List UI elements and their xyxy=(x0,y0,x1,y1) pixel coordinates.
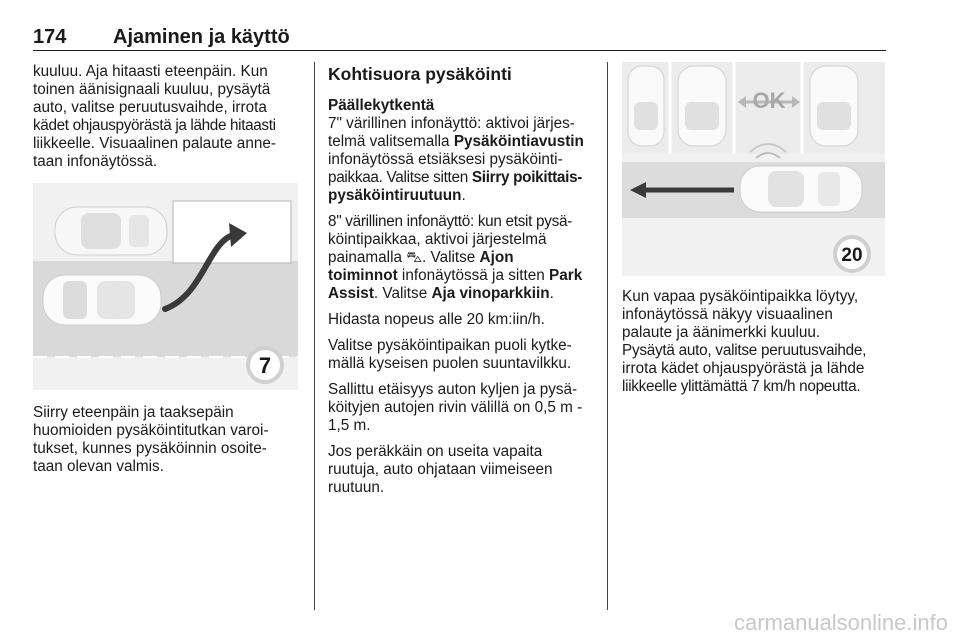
parked-car-icon xyxy=(628,66,664,146)
paragraph-space-found xyxy=(622,288,890,396)
watermark: carmanualsonline.info xyxy=(733,610,948,635)
page-header xyxy=(33,26,886,51)
paragraph-speed: Hidasta nopeus alle 20 km:iin/h. xyxy=(328,311,545,328)
text-line: kädet ohjauspyörästä ja lähde hitaasti xyxy=(33,117,276,134)
text-line: painamalla ⛍. Valitse Ajon xyxy=(328,249,514,266)
text-line: Sallittu etäisyys auton kyljen ja pysä- xyxy=(328,381,578,398)
text-line: ruutuun. xyxy=(328,479,385,496)
text-line: köityjen autojen rivin välillä on 0,5 m - xyxy=(328,399,583,416)
text-line: taan olevan valmis. xyxy=(33,458,164,475)
text-line: infonäytössä näkyy visuaalinen xyxy=(622,306,833,323)
text-line: taan infonäytössä. xyxy=(33,153,158,170)
column-left-lower xyxy=(33,404,301,476)
moving-car-icon xyxy=(740,166,862,212)
text-line: Valitse pysäköintipaikan puoli kytke- xyxy=(328,337,572,354)
car-icon: ⛍ xyxy=(406,249,423,266)
paragraph-7inch xyxy=(328,115,596,205)
text-line: palaute ja äänimerkki kuuluu. xyxy=(622,324,821,341)
text-line: 1,5 m. xyxy=(328,417,371,434)
text-line: köintipaikkaa, aktivoi järjestelmä xyxy=(328,231,547,248)
figure-perpendicular-parking xyxy=(622,62,885,276)
menu-term: Park xyxy=(549,267,583,284)
figure-parking-maneuver xyxy=(33,183,298,390)
parked-car-icon xyxy=(810,66,858,146)
menu-term: Ajon xyxy=(479,249,514,266)
text-line: Siirry eteenpäin ja taaksepäin xyxy=(33,404,234,421)
paragraph-instructions xyxy=(33,404,301,476)
text-line: Pysäytä auto, valitse peruutusvaihde, xyxy=(622,342,867,359)
text-line: pysäköintiruutuun. xyxy=(328,187,466,204)
text-line: ruutuja, auto ohjataan viimeiseen xyxy=(328,461,553,478)
text-line: toinen äänisignaali kuuluu, pysäytä xyxy=(33,81,271,98)
text-line: toiminnot infonäytössä ja sitten Park xyxy=(328,267,583,284)
paragraph-intro xyxy=(33,63,301,171)
text-line: Kun vapaa pysäköintipaikka löytyy, xyxy=(622,288,859,305)
text-line: kuuluu. Aja hitaasti eteenpäin. Kun xyxy=(33,63,268,80)
figure-number: 20 xyxy=(841,245,863,266)
column-right xyxy=(622,288,890,396)
text-line: liikkeelle ylittämättä 7 km/h nopeutta. xyxy=(622,378,861,395)
text-line: telmä valitsemalla Pysäköintiavustin xyxy=(328,133,584,150)
page-number: 174 xyxy=(33,26,67,48)
text-line: huomioiden pysäköintitutkan varoi- xyxy=(33,422,269,439)
ok-label: OK xyxy=(752,88,786,113)
text-line: irrota kädet ohjauspyörästä ja lähde xyxy=(622,360,865,377)
text-line: tukset, kunnes pysäköinnin osoite- xyxy=(33,440,267,457)
menu-term: pysäköintiruutuun xyxy=(328,187,462,204)
parked-car-icon xyxy=(55,207,167,255)
paragraph-8inch xyxy=(328,213,596,303)
column-divider xyxy=(314,62,315,610)
text-line: 7" värillinen infonäyttö: aktivoi järjes- xyxy=(328,115,575,132)
text-line: liikkeelle. Visuaalinen palaute anne- xyxy=(33,135,276,152)
section-heading: Kohtisuora pysäköinti xyxy=(328,64,512,84)
text-line: Assist. Valitse Aja vinoparkkiin. xyxy=(328,285,554,302)
column-left xyxy=(33,63,301,171)
text-line: 8" värillinen infonäyttö: kun etsit pysä- xyxy=(328,213,572,230)
text-line: mällä kyseisen puolen suuntavilkku. xyxy=(328,355,572,372)
paragraph-multiple-spaces xyxy=(328,443,596,497)
column-divider xyxy=(607,62,608,610)
text-line: infonäytössä etsiäksesi pysäköinti- xyxy=(328,151,563,168)
menu-term: Siirry poikittais- xyxy=(471,169,583,186)
column-middle xyxy=(328,63,596,497)
subsection-heading: Päällekytkentä xyxy=(328,97,435,114)
moving-car-icon xyxy=(43,275,161,325)
parked-car-icon xyxy=(678,66,726,146)
text-line: Jos peräkkäin on useita vapaita xyxy=(328,443,543,460)
text-line: auto, valitse peruutusvaihde, irrota xyxy=(33,99,267,116)
text-line: paikkaa. Valitse sitten Siirry poikittais- xyxy=(328,169,583,186)
menu-term: toiminnot xyxy=(328,267,398,284)
menu-term: Pysäköintiavustin xyxy=(453,133,584,150)
chapter-title: Ajaminen ja käyttö xyxy=(113,26,290,48)
menu-term: Aja vinoparkkiin xyxy=(431,285,550,302)
menu-term: Assist xyxy=(328,285,374,302)
paragraph-indicator xyxy=(328,337,596,373)
figure-number: 7 xyxy=(258,353,272,378)
paragraph-distance xyxy=(328,381,596,435)
